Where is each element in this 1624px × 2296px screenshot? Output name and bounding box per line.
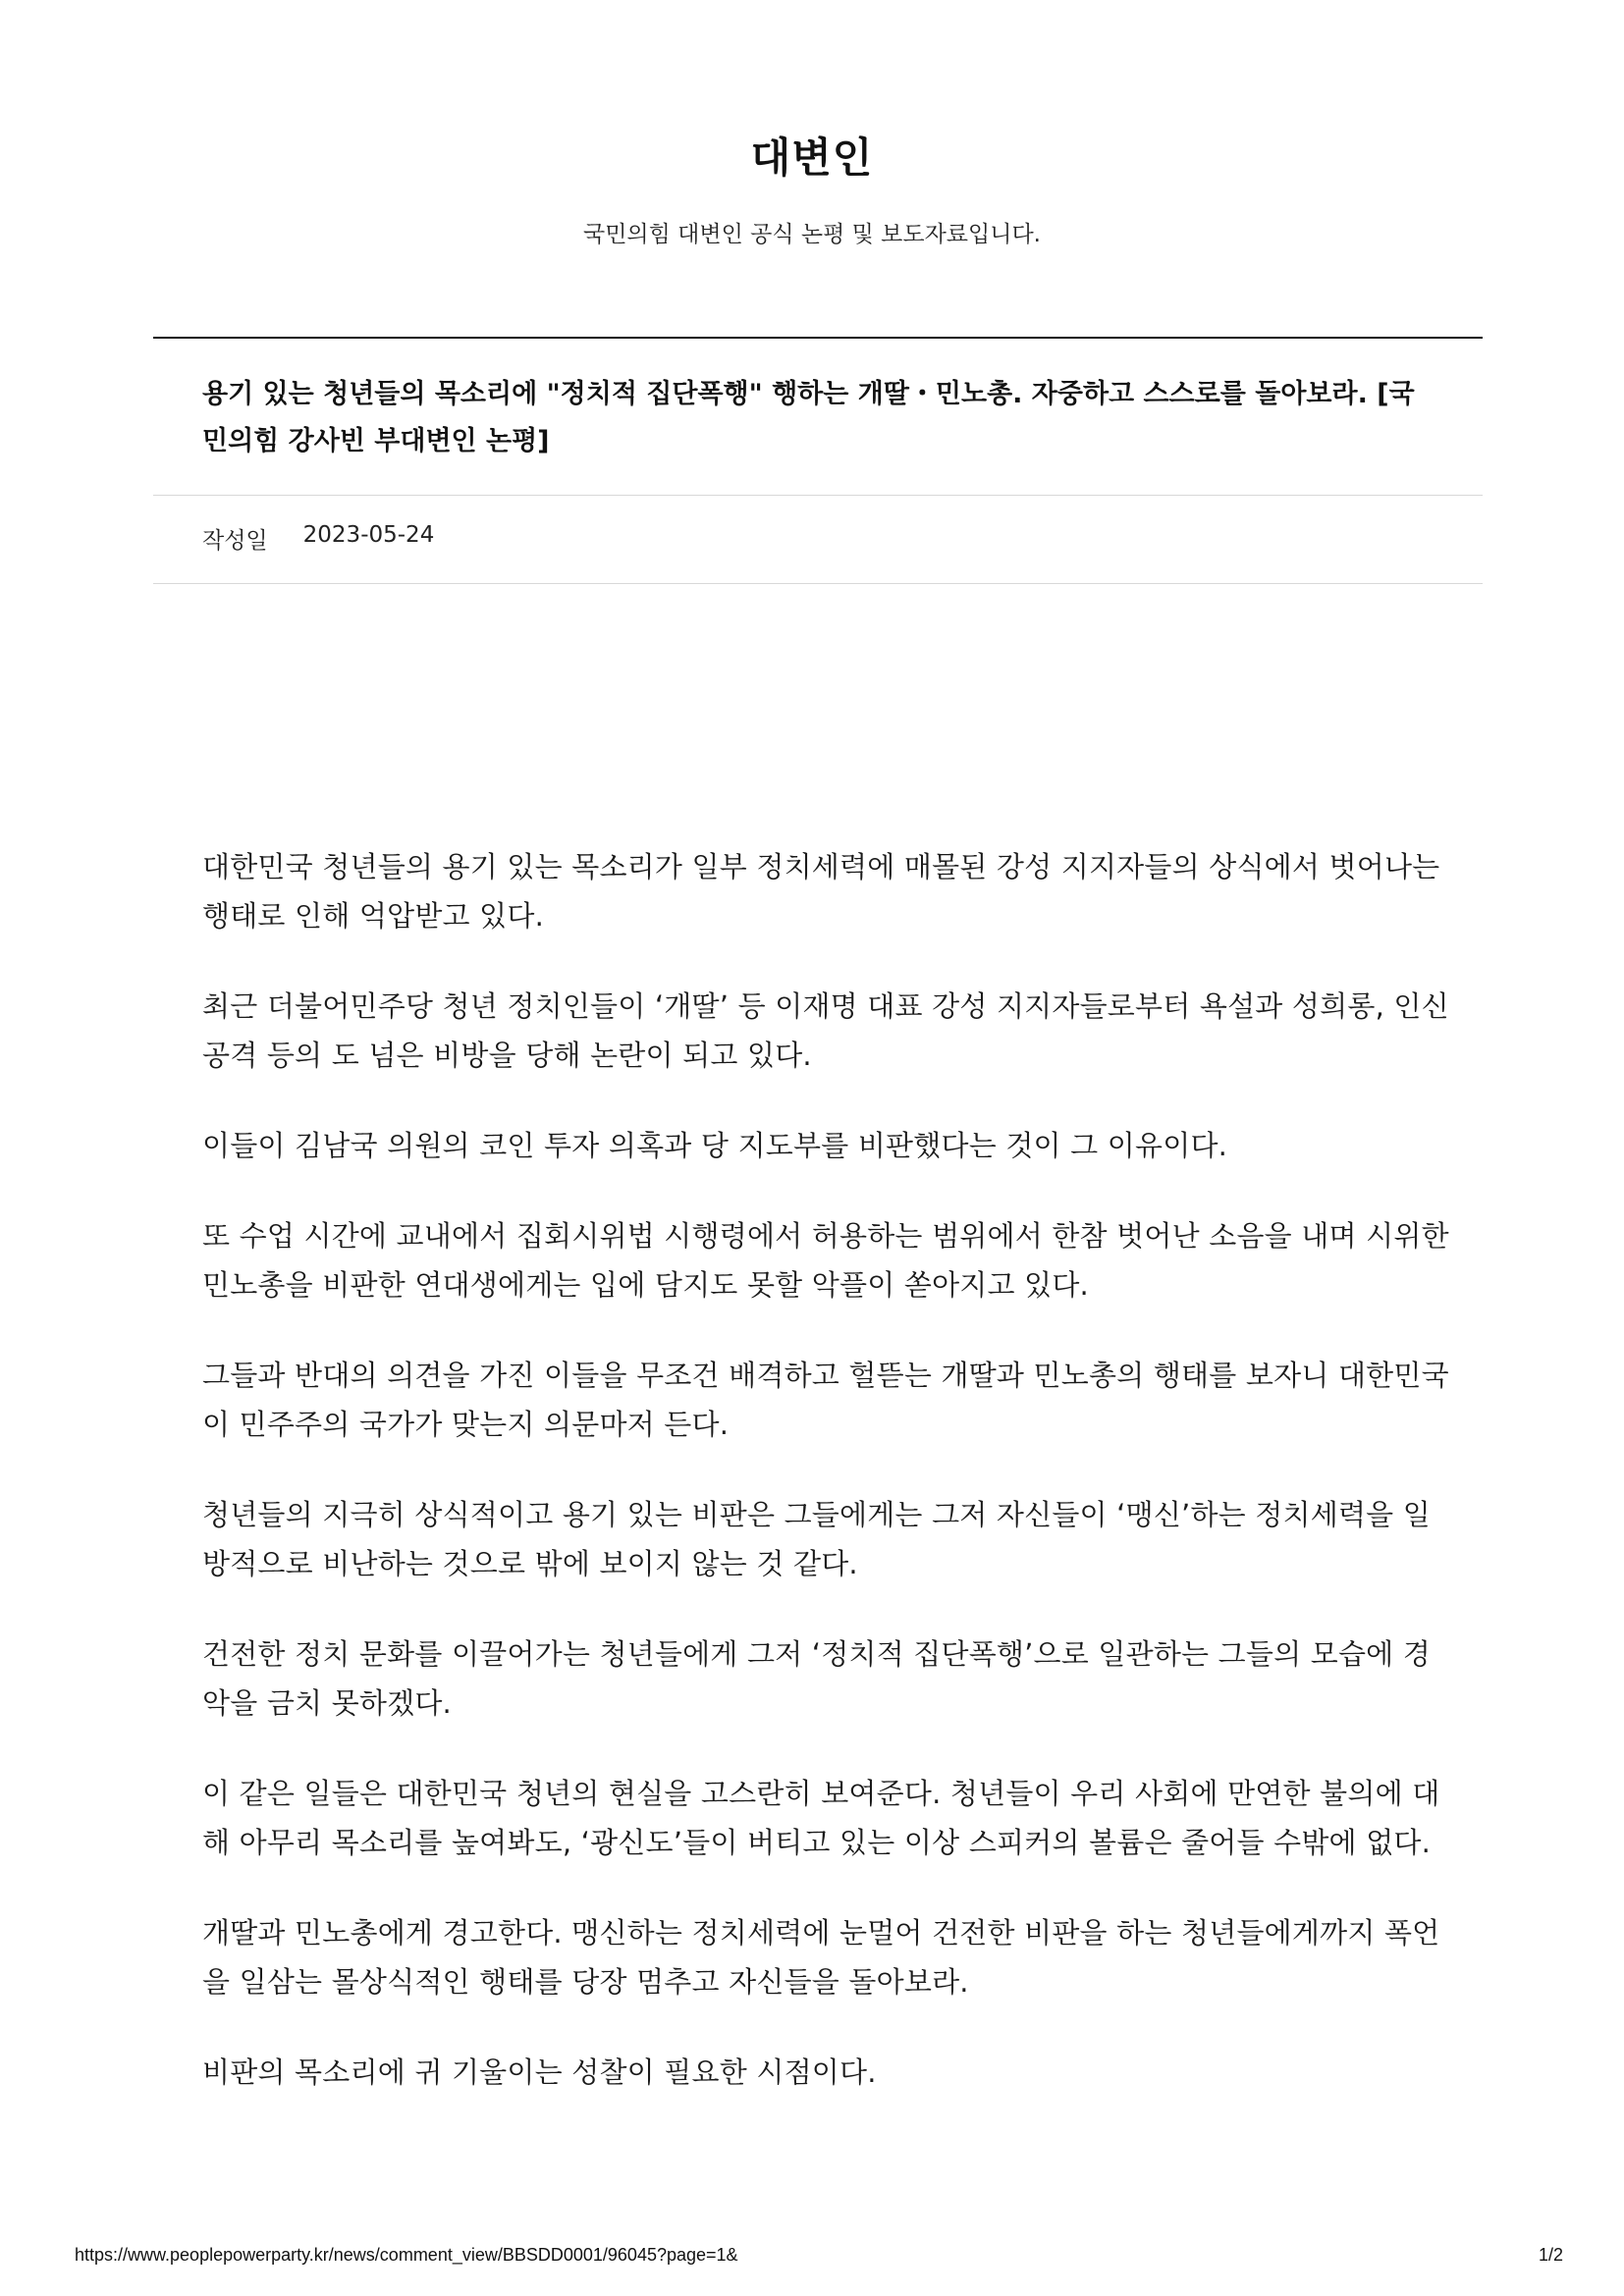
date-value: 2023-05-24 [302,522,435,548]
article-title: 용기 있는 청년들의 목소리에 "정치적 집단폭행" 행하는 개딸・민노총. 자중하고 스스로를 돌아보라. [국민의힘 강사빈 부대변인 논평] [202,379,1415,456]
article-body [202,842,1449,2138]
body-paragraph: 비판의 목소리에 귀 기울이는 성찰이 필요한 시점이다. [202,2056,877,2089]
body-paragraph: 이 같은 일들은 대한민국 청년의 현실을 고스란히 보여준다. 청년들이 우리 사회에 만연한 불의에 대해 아무리 목소리를 높여봐도, ‘광신도’들이 버티고 있는 이상 스피커의 볼륨은 줄어들 수밖에 없다. [202,1777,1440,1859]
body-paragraph: 이들이 김남국 의원의 코인 투자 의혹과 당 지도부를 비판했다는 것이 그 이유이다. [202,1129,1228,1162]
footer-page-number: 1/2 [1538,2245,1563,2265]
date-label: 작성일 [202,528,268,554]
body-paragraph: 대한민국 청년들의 용기 있는 목소리가 일부 정치세력에 매몰된 강성 지지자들의 상식에서 벗어나는 행태로 인해 억압받고 있다. [202,850,1440,933]
divider-meta [153,583,1483,584]
article-meta [202,522,434,555]
body-paragraph: 최근 더불어민주당 청년 정치인들이 ‘개딸’ 등 이재명 대표 강성 지지자들로부터 욕설과 성희롱, 인신공격 등의 도 넘은 비방을 당해 논란이 되고 있다. [202,989,1449,1072]
body-paragraph: 건전한 정치 문화를 이끌어가는 청년들에게 그저 ‘정치적 집단폭행’으로 일관하는 그들의 모습에 경악을 금치 못하겠다. [202,1637,1431,1720]
body-paragraph: 그들과 반대의 의견을 가진 이들을 무조건 배격하고 헐뜯는 개딸과 민노총의 행태를 보자니 대한민국이 민주주의 국가가 맞는지 의문마저 든다. [202,1359,1449,1441]
body-paragraph: 개딸과 민노총에게 경고한다. 맹신하는 정치세력에 눈멀어 건전한 비판을 하는 청년들에게까지 폭언을 일삼는 몰상식적인 행태를 당장 멈추고 자신들을 돌아보라. [202,1916,1440,1999]
footer-url: https://www.peoplepowerparty.kr/news/comment_view/BBSDD0001/96045?page=1& [75,2245,738,2265]
divider-top [153,337,1483,339]
divider-title [153,495,1483,496]
body-paragraph: 또 수업 시간에 교내에서 집회시위법 시행령에서 허용하는 범위에서 한참 벗어난 소음을 내며 시위한 민노총을 비판한 연대생에게는 입에 담지도 못할 악플이 쏟아지고 있다. [202,1219,1449,1302]
site-title: 대변인 [750,133,874,182]
site-subtitle: 국민의힘 대변인 공식 논평 및 보도자료입니다. [582,222,1041,247]
body-paragraph: 청년들의 지극히 상식적이고 용기 있는 비판은 그들에게는 그저 자신들이 ‘맹신’하는 정치세력을 일방적으로 비난하는 것으로 밖에 보이지 않는 것 같다. [202,1498,1431,1580]
